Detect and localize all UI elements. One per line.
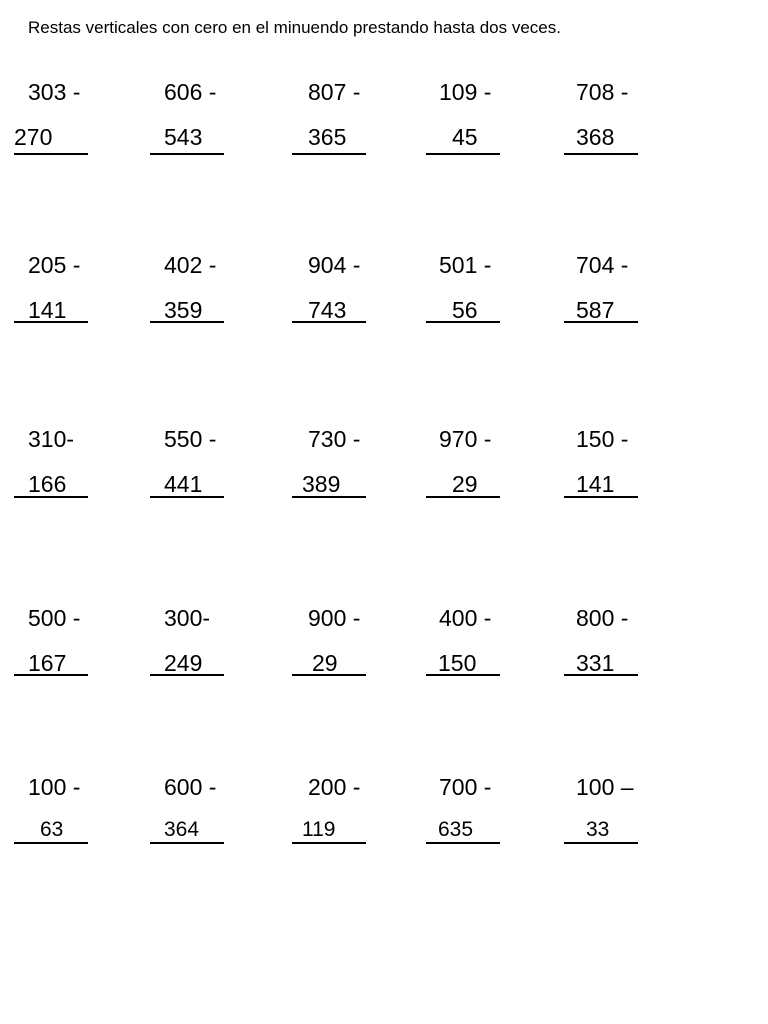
subtrahend: 150 [438, 650, 477, 676]
answer-line [426, 842, 500, 844]
subtraction-problem [564, 251, 640, 341]
answer-line [14, 496, 88, 498]
subtrahend: 441 [164, 471, 203, 497]
answer-line [150, 496, 224, 498]
answer-line [14, 321, 88, 323]
subtraction-problem [292, 773, 368, 863]
minuend: 500 - [28, 605, 81, 631]
answer-line [426, 674, 500, 676]
answer-line [564, 842, 638, 844]
answer-line [292, 842, 366, 844]
minuend: 300- [164, 605, 211, 631]
subtrahend: 141 [576, 471, 615, 497]
subtraction-problem [150, 773, 226, 863]
subtraction-problem [564, 773, 640, 863]
answer-line [426, 321, 500, 323]
subtraction-problem [564, 78, 640, 168]
subtrahend: 167 [28, 650, 67, 676]
answer-line [292, 674, 366, 676]
subtrahend: 743 [308, 297, 347, 323]
answer-line [426, 153, 500, 155]
subtrahend: 29 [452, 471, 478, 497]
subtraction-problem [14, 78, 90, 168]
subtrahend: 365 [308, 124, 347, 150]
answer-line [292, 496, 366, 498]
minuend: 303 - [28, 79, 81, 105]
subtrahend: 63 [40, 818, 64, 841]
minuend: 904 - [308, 252, 361, 278]
subtrahend: 587 [576, 297, 615, 323]
answer-line [564, 496, 638, 498]
subtrahend: 635 [438, 818, 474, 841]
subtraction-problem [14, 773, 90, 863]
minuend: 800 - [576, 605, 629, 631]
answer-line [14, 842, 88, 844]
subtrahend: 166 [28, 471, 67, 497]
answer-line [292, 321, 366, 323]
minuend: 730 - [308, 426, 361, 452]
subtrahend: 359 [164, 297, 203, 323]
subtrahend: 331 [576, 650, 615, 676]
subtraction-problem [426, 604, 502, 694]
minuend: 100 - [28, 774, 81, 800]
answer-line [150, 153, 224, 155]
answer-line [14, 153, 88, 155]
minuend: 900 - [308, 605, 361, 631]
answer-line [426, 496, 500, 498]
subtraction-problem [150, 78, 226, 168]
answer-line [150, 321, 224, 323]
subtrahend: 141 [28, 297, 67, 323]
minuend: 400 - [439, 605, 492, 631]
subtrahend: 33 [586, 818, 610, 841]
minuend: 109 - [439, 79, 492, 105]
subtraction-problem [150, 425, 226, 515]
minuend: 550 - [164, 426, 217, 452]
answer-line [564, 674, 638, 676]
subtraction-problem [426, 251, 502, 341]
subtrahend: 249 [164, 650, 203, 676]
minuend: 704 - [576, 252, 629, 278]
subtraction-problem [426, 78, 502, 168]
answer-line [150, 842, 224, 844]
subtrahend: 368 [576, 124, 615, 150]
minuend: 807 - [308, 79, 361, 105]
subtrahend: 29 [312, 650, 338, 676]
answer-line [564, 321, 638, 323]
answer-line [14, 674, 88, 676]
worksheet-title: Restas verticales con cero en el minuendo prestando hasta dos veces. [28, 18, 561, 37]
minuend: 600 - [164, 774, 217, 800]
subtraction-problem [564, 425, 640, 515]
subtraction-problem [426, 425, 502, 515]
subtraction-problem [14, 425, 90, 515]
minuend: 970 - [439, 426, 492, 452]
subtraction-problem [150, 604, 226, 694]
subtrahend: 45 [452, 124, 478, 150]
minuend: 708 - [576, 79, 629, 105]
subtraction-problem [426, 773, 502, 863]
subtraction-problem [564, 604, 640, 694]
minuend: 100 – [576, 774, 634, 800]
minuend: 150 - [576, 426, 629, 452]
minuend: 205 - [28, 252, 81, 278]
subtrahend: 364 [164, 818, 200, 841]
answer-line [564, 153, 638, 155]
minuend: 402 - [164, 252, 217, 278]
subtraction-problem [150, 251, 226, 341]
answer-line [292, 153, 366, 155]
minuend: 606 - [164, 79, 217, 105]
subtraction-problem [292, 78, 368, 168]
minuend: 700 - [439, 774, 492, 800]
subtraction-problem [292, 604, 368, 694]
subtraction-problem [292, 425, 368, 515]
subtraction-problem [14, 604, 90, 694]
minuend: 310- [28, 426, 75, 452]
subtrahend: 56 [452, 297, 478, 323]
subtrahend: 389 [302, 471, 341, 497]
subtrahend: 270 [14, 124, 53, 150]
minuend: 200 - [308, 774, 361, 800]
answer-line [150, 674, 224, 676]
minuend: 501 - [439, 252, 492, 278]
subtraction-problem [292, 251, 368, 341]
subtrahend: 119 [302, 818, 336, 841]
subtraction-problem [14, 251, 90, 341]
subtrahend: 543 [164, 124, 203, 150]
